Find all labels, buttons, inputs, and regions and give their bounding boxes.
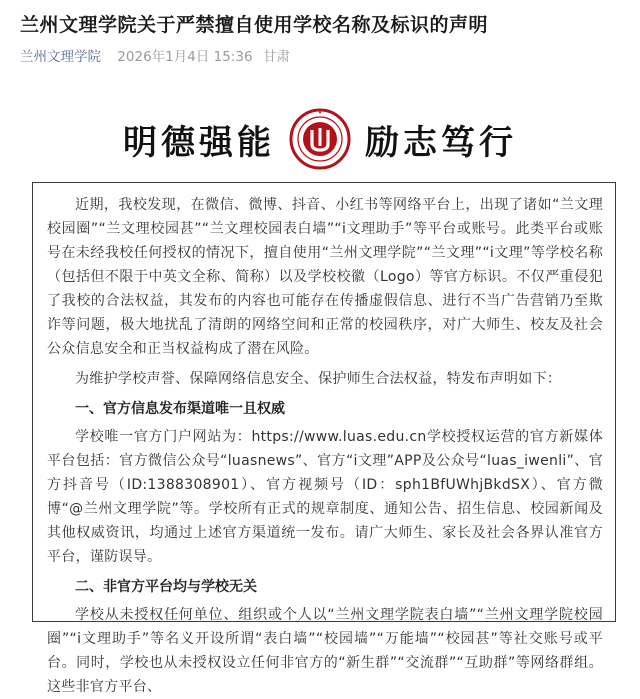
motto-right: 励志笃行 bbox=[365, 122, 517, 163]
article-meta bbox=[20, 45, 296, 65]
motto-left: 明德强能 bbox=[123, 122, 275, 163]
statement-paragraph: 学校唯一官方门户网站为：https://www.luas.edu.cn学校授权运营的官方新媒体平台包括：官方微信公众号“luasnews”、官方“i文理”APP及公众号“luas_iwenli”、官方抖音号（ID:1388308901）、官方视频号（ID：sph1BfUWhjBkdSX）、官方微博“@兰州文理学院”等。学校所有正式的规章制度、通知公告、招生信息、校园新闻及其他权威资讯，均通过上述官方渠道统一发布。请广大师生、家长及社会各界认准官方平台，谨防误导。 bbox=[47, 429, 603, 565]
section-heading: 一、官方信息发布渠道唯一且权威 bbox=[75, 401, 285, 417]
university-seal-icon bbox=[289, 108, 351, 170]
section-heading: 二、非官方平台均与学校无关 bbox=[75, 579, 257, 595]
article-date: 2026年1月4日 15:36 bbox=[117, 49, 253, 65]
statement-paragraph: 近期，我校发现，在微信、微博、抖音、小红书等网络平台上，出现了诸如“兰文理校园圈”“兰文理校园甚”“兰文理校园表白墙”“i文理助手”等平台或账号。此类平台或账号在未经我校任何授权的情况下，擅自使用“兰州文理学院”“兰文理”“i文理”等学校名称（包括但不限于中英文全称、简称）以及学校校徽（Logo）等官方标识。不仅严重侵犯了我校的合法权益，其发布的内容也可能存在传播虚假信息、进行不当广告营销乃至欺诈等问题，极大地扰乱了清朗的网络空间和正常的校园秩序，对广大师生、校友及社会公众信息安全和正当权益构成了潜在风险。 bbox=[47, 197, 603, 357]
article-author-link[interactable]: 兰州文理学院 bbox=[20, 49, 101, 65]
statement-paragraph: 为维护学校声誉、保障网络信息安全、保护师生合法权益，特发布声明如下： bbox=[75, 371, 562, 387]
school-motto-banner bbox=[0, 96, 640, 182]
article-location: 甘肃 bbox=[262, 49, 290, 65]
statement-paragraph: 学校从未授权任何单位、组织或个人以“兰州文理学院表白墙”“兰州文理学院校园圈”“i文理助手”等名义开设所谓“表白墙”“校园墙”“万能墙”“校园甚”等社交账号或平台。同时，学校也从未授权设立任何非官方的“新生群”“交流群”“互助群”等网络群组。这些非官方平台、 bbox=[47, 607, 603, 695]
article-title: 兰州文理学院关于严禁擅自使用学校名称及标识的声明 bbox=[20, 14, 489, 36]
statement-box bbox=[32, 182, 616, 695]
